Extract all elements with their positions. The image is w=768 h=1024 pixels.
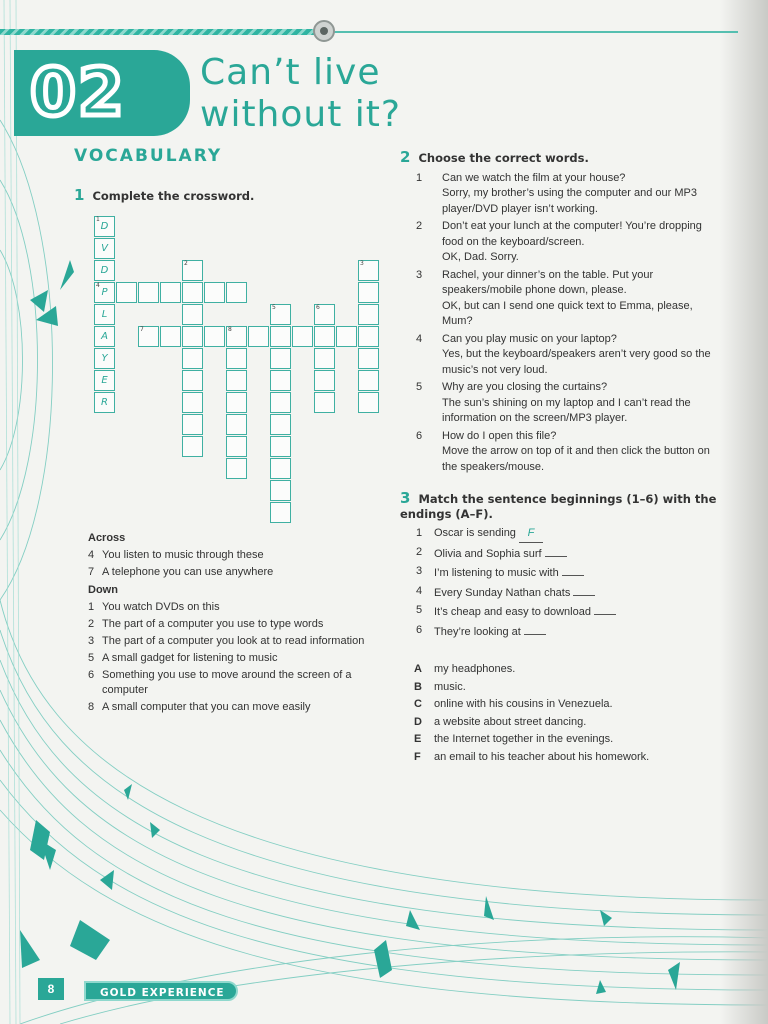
ending-text: my headphones. xyxy=(434,663,516,675)
crossword-cell[interactable] xyxy=(182,260,203,281)
exercise-2-items xyxy=(400,171,720,476)
page-fold-shadow xyxy=(720,0,768,1024)
crossword-cell[interactable] xyxy=(226,370,247,391)
book-title-badge: GOLD EXPERIENCE xyxy=(84,981,238,1001)
filled-letter: R xyxy=(101,397,108,408)
match-answer-field[interactable] xyxy=(562,564,584,576)
clue-text: A small gadget for listening to music xyxy=(102,652,278,664)
unit-title-line2: without it? xyxy=(200,94,402,135)
crossword-cell[interactable] xyxy=(270,458,291,479)
exercise-3-title xyxy=(400,491,720,522)
ending-letter: E xyxy=(414,733,422,745)
match-answer-field[interactable] xyxy=(524,623,546,635)
match-beginning xyxy=(400,623,720,641)
exercise-number: 1 xyxy=(74,186,85,204)
filled-letter: Y xyxy=(101,353,108,364)
section-heading: VOCABULARY xyxy=(74,146,223,166)
ending-text: music. xyxy=(434,680,466,693)
beginning-text: I’m listening to music with xyxy=(434,567,559,579)
crossword-cell[interactable] xyxy=(358,348,379,369)
crossword-grid xyxy=(94,216,394,526)
crossword-cell[interactable] xyxy=(270,370,291,391)
clue-number: 7 xyxy=(88,566,95,578)
crossword-cell[interactable] xyxy=(358,260,379,281)
item-question: How do I open this file? xyxy=(442,429,557,442)
crossword-cell[interactable] xyxy=(270,502,291,523)
clue-across-7 xyxy=(88,565,388,580)
filled-letter: E xyxy=(101,375,108,386)
crossword-cell[interactable] xyxy=(270,392,291,413)
exercise-2-item xyxy=(400,268,720,330)
exercise-2-item xyxy=(400,380,720,427)
clue-text: Something you use to move around the screen of a computer xyxy=(102,669,352,696)
ending-text: online with his cousins in Venezuela. xyxy=(434,698,613,710)
across-heading: Across xyxy=(88,532,126,544)
crossword-cell[interactable] xyxy=(270,304,291,325)
match-ending xyxy=(400,662,720,678)
band-knob-icon xyxy=(313,20,335,42)
match-beginning xyxy=(400,564,720,582)
crossword-cell[interactable] xyxy=(182,370,203,391)
crossword-cell[interactable] xyxy=(314,326,335,347)
filled-letter: V xyxy=(101,243,108,254)
crossword-cell[interactable] xyxy=(226,392,247,413)
clue-number: 3 xyxy=(88,635,95,647)
filled-letter: A xyxy=(101,331,108,342)
match-answer-field[interactable] xyxy=(573,584,595,596)
page-number: 8 xyxy=(38,978,64,1000)
item-number: 2 xyxy=(416,220,423,232)
match-beginning xyxy=(400,603,720,621)
clue-down-5 xyxy=(88,651,388,666)
item-answer: The sun’s shining on my laptop and I can’t read the information on the screen/MP3 player. xyxy=(442,396,691,424)
crossword-cell[interactable] xyxy=(270,326,291,347)
match-ending xyxy=(400,680,720,696)
match-beginning xyxy=(400,526,720,543)
clue-down-1 xyxy=(88,600,388,615)
crossword-cell[interactable] xyxy=(182,326,203,347)
exercise-number: 3 xyxy=(400,489,411,507)
beginning-number: 6 xyxy=(416,623,423,636)
crossword-cell[interactable] xyxy=(358,326,379,347)
item-question: Don’t eat your lunch at the computer! You’re dropping food on the keyboard/screen. xyxy=(442,220,702,248)
exercise-2-title xyxy=(400,150,720,167)
band-line xyxy=(318,31,738,33)
exercise-2-item xyxy=(400,219,720,266)
crossword-cell[interactable] xyxy=(270,414,291,435)
match-ending xyxy=(400,732,720,748)
crossword-cell[interactable] xyxy=(182,282,203,303)
clue-text: A telephone you can use anywhere xyxy=(102,566,274,578)
unit-number: 02 xyxy=(30,54,126,131)
clue-number: 5 xyxy=(88,652,95,664)
crossword-cell[interactable] xyxy=(358,304,379,325)
crossword-cell[interactable] xyxy=(182,392,203,413)
item-number: 5 xyxy=(416,381,423,393)
exercise-2-item xyxy=(400,332,720,379)
cell-clue-number: 1 xyxy=(96,216,100,223)
ending-letter: A xyxy=(414,663,422,675)
filled-letter: D xyxy=(100,221,109,232)
clue-number: 4 xyxy=(88,549,95,561)
ending-letter: F xyxy=(414,750,421,763)
item-number: 4 xyxy=(416,332,423,345)
exercise-2-item xyxy=(400,171,720,218)
cell-clue-number: 2 xyxy=(184,260,188,267)
clue-number: 6 xyxy=(88,669,95,681)
striped-band xyxy=(0,29,318,35)
match-ending xyxy=(400,750,720,766)
crossword-cell[interactable] xyxy=(248,326,269,347)
beginning-number: 2 xyxy=(416,545,423,558)
crossword-cell[interactable] xyxy=(182,304,203,325)
item-question: Can we watch the film at your house? xyxy=(442,171,626,184)
crossword-cell[interactable] xyxy=(94,238,115,259)
beginning-number: 3 xyxy=(416,565,423,577)
exercise-number: 2 xyxy=(400,148,411,166)
crossword-cell[interactable] xyxy=(358,370,379,391)
crossword-cell[interactable] xyxy=(160,282,181,303)
crossword-cell[interactable] xyxy=(94,260,115,281)
unit-title xyxy=(200,52,540,136)
top-decorative-band xyxy=(0,26,768,36)
item-question: Rachel, your dinner’s on the table. Put your speakers/mobile phone down, please. xyxy=(442,268,654,296)
item-answer: Move the arrow on top of it and then click the button on the speakers/mouse. xyxy=(442,445,710,473)
crossword-cell[interactable] xyxy=(182,348,203,369)
crossword-cell[interactable] xyxy=(314,348,335,369)
crossword-cell[interactable] xyxy=(94,370,115,391)
cell-clue-number: 3 xyxy=(360,260,364,267)
clue-text: You watch DVDs on this xyxy=(102,601,220,613)
clue-text: The part of a computer you look at to read information xyxy=(102,635,365,647)
cell-clue-number: 5 xyxy=(272,304,276,311)
cell-clue-number: 6 xyxy=(316,304,320,311)
crossword-cell[interactable] xyxy=(160,326,181,347)
beginning-number: 1 xyxy=(416,527,423,539)
crossword-cell[interactable] xyxy=(182,414,203,435)
beginning-text: They’re looking at xyxy=(434,625,521,638)
exercise-instruction: Complete the crossword. xyxy=(92,189,255,203)
item-answer: OK, Dad. Sorry. xyxy=(442,251,519,263)
crossword-cell[interactable] xyxy=(94,392,115,413)
crossword-cell[interactable] xyxy=(94,216,115,237)
crossword-cell[interactable] xyxy=(94,348,115,369)
crossword-cell[interactable] xyxy=(314,370,335,391)
crossword-cell[interactable] xyxy=(314,392,335,413)
ending-text: an email to his teacher about his homework. xyxy=(434,750,650,763)
beginning-text: Olivia and Sophia surf xyxy=(434,547,542,560)
item-question: Why are you closing the curtains? xyxy=(442,381,608,393)
crossword-cell[interactable] xyxy=(292,326,313,347)
item-answer: OK, but can I send one quick text to Emma, please, Mum? xyxy=(442,299,693,327)
exercise-2-item xyxy=(400,429,720,476)
clue-down-6 xyxy=(88,668,388,698)
item-number: 3 xyxy=(416,268,423,281)
filled-letter: L xyxy=(101,309,108,320)
crossword-cell[interactable] xyxy=(204,326,225,347)
cell-clue-number: 8 xyxy=(228,326,232,333)
item-answer: Sorry, my brother’s using the computer and our MP3 player/DVD player isn’t working. xyxy=(442,187,697,215)
item-question: Can you play music on your laptop? xyxy=(442,332,617,345)
match-ending xyxy=(400,715,720,731)
unit-title-line1: Can’t live xyxy=(200,52,381,93)
crossword-cell[interactable] xyxy=(270,348,291,369)
crossword-cell[interactable] xyxy=(182,436,203,457)
crossword-cell[interactable] xyxy=(358,282,379,303)
beginning-text: Oscar is sending xyxy=(434,527,516,539)
ending-letter: D xyxy=(414,715,422,728)
beginning-text: Every Sunday Nathan chats xyxy=(434,586,571,599)
clue-text: A small computer that you can move easily xyxy=(102,701,311,713)
clue-across-4 xyxy=(88,548,388,563)
clue-text: You listen to music through these xyxy=(102,549,264,561)
crossword-cell[interactable] xyxy=(204,282,225,303)
cell-clue-number: 4 xyxy=(96,282,100,289)
ending-text: the Internet together in the evenings. xyxy=(434,733,614,745)
match-beginning xyxy=(400,584,720,602)
item-answer: Yes, but the keyboard/speakers aren’t very good so the music’s not very loud. xyxy=(442,348,711,376)
ending-text: a website about street dancing. xyxy=(434,715,587,728)
cell-clue-number: 7 xyxy=(140,326,144,333)
match-answer-field[interactable] xyxy=(594,603,616,615)
exercise-instruction: Choose the correct words. xyxy=(418,151,589,165)
beginning-number: 4 xyxy=(416,584,423,597)
right-column xyxy=(400,150,720,767)
crossword-cell[interactable] xyxy=(94,326,115,347)
match-answer-field[interactable]: F xyxy=(519,526,543,543)
crossword-cell[interactable] xyxy=(336,326,357,347)
exercise-3-beginnings xyxy=(400,526,720,640)
exercise-1-title xyxy=(74,186,254,204)
clue-down-8 xyxy=(88,700,388,715)
item-number: 6 xyxy=(416,429,423,442)
filled-letter: P xyxy=(101,287,108,298)
crossword-cell[interactable] xyxy=(226,458,247,479)
match-beginning xyxy=(400,545,720,563)
clue-text: The part of a computer you use to type words xyxy=(102,618,324,630)
clue-number: 2 xyxy=(88,618,95,630)
ending-letter: B xyxy=(414,680,422,693)
crossword-cell[interactable] xyxy=(226,282,247,303)
crossword-cell[interactable] xyxy=(270,480,291,501)
filled-letter: D xyxy=(100,265,109,276)
match-answer-field[interactable] xyxy=(545,545,567,557)
crossword-cell[interactable] xyxy=(226,326,247,347)
crossword-cell[interactable] xyxy=(314,304,335,325)
exercise-instruction: Match the sentence beginnings (1–6) with the endings (A–F). xyxy=(400,492,717,521)
crossword-cell[interactable] xyxy=(94,304,115,325)
crossword-cell[interactable] xyxy=(226,436,247,457)
beginning-number: 5 xyxy=(416,604,423,616)
beginning-text: It’s cheap and easy to download xyxy=(434,606,591,618)
ending-letter: C xyxy=(414,698,422,710)
clue-down-2 xyxy=(88,617,388,632)
crossword-cell[interactable] xyxy=(138,282,159,303)
match-ending xyxy=(400,697,720,713)
crossword-cell[interactable] xyxy=(358,392,379,413)
crossword-cell[interactable] xyxy=(116,282,137,303)
crossword-cell[interactable] xyxy=(270,436,291,457)
crossword-cell[interactable] xyxy=(226,414,247,435)
crossword-cell[interactable] xyxy=(94,282,115,303)
crossword-cell[interactable] xyxy=(226,348,247,369)
crossword-clues xyxy=(88,528,388,717)
clue-number: 1 xyxy=(88,601,95,613)
crossword-cell[interactable] xyxy=(138,326,159,347)
clue-number: 8 xyxy=(88,701,95,713)
down-heading: Down xyxy=(88,584,118,596)
exercise-3-endings xyxy=(400,662,720,765)
clue-down-3 xyxy=(88,634,388,649)
item-number: 1 xyxy=(416,171,423,184)
